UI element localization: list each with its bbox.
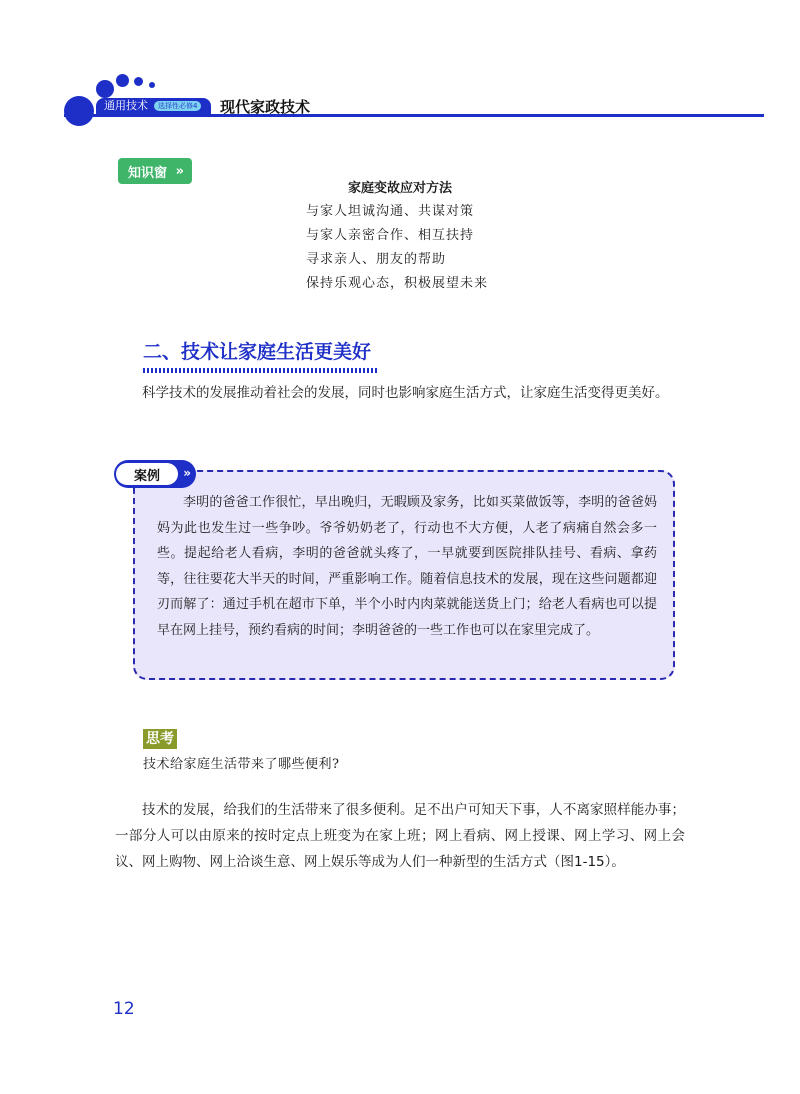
- header-dot-large: [64, 96, 94, 126]
- case-label: [114, 460, 196, 488]
- list-item: 与家人坦诚沟通、共谋对策: [306, 204, 475, 219]
- double-chevron-right-icon: »: [175, 163, 184, 179]
- header-dot-mini: [149, 82, 155, 88]
- header-series: 通用技术: [104, 99, 148, 112]
- header-dot-tiny: [134, 77, 143, 86]
- think-label: 思考: [143, 729, 177, 749]
- header-series-tab: [96, 98, 211, 114]
- knowledge-window-label-text: 知识窗: [128, 165, 168, 181]
- conclusion-paragraph: 技术的发展，给我们的生活带来了很多便利。足不出户可知天下事，人不离家照样能办事；一部分人可以由原来的按时定点上班变为在家上班；网上看病、网上授课、网上学习、网上会议、网上购物、网上洽谈生意、网上娱乐等成为人们一种新型的生活方式（图1-15）。: [115, 802, 685, 870]
- knowledge-window-title: 家庭变故应对方法: [347, 181, 452, 196]
- section-intro: 科学技术的发展推动着社会的发展，同时也影响家庭生活方式，让家庭生活变得更美好。: [142, 385, 669, 401]
- case-label-text: 案例: [116, 463, 178, 485]
- header-badge: 选择性必修4: [154, 101, 201, 111]
- list-item: 寻求亲人、朋友的帮助: [306, 252, 447, 267]
- header-book-title: 现代家政技术: [220, 98, 311, 116]
- section-heading: 二、技术让家庭生活更美好: [143, 341, 372, 363]
- double-chevron-right-icon: »: [183, 466, 191, 480]
- header-rule: [64, 114, 764, 117]
- list-item: 与家人亲密合作、相互扶持: [306, 228, 475, 243]
- case-text: 李明的爸爸工作很忙，早出晚归，无暇顾及家务，比如买菜做饭等，李明的爸爸妈妈为此也发生过一些争吵。爷爷奶奶老了，行动也不大方便，人老了病痛自然会多一些。提起给老人看病，李明的爸爸就头疼了，一早就要到医院排队挂号、看病、拿药等，往往要花大半天的时间，严重影响工作。随着信息技术的发展，现在这些问题都迎刃而解了：通过手机在超市下单，半个小时内肉菜就能送货上门；给老人看病也可以提早在网上挂号，预约看病的时间；李明爸爸的一些工作也可以在家里完成了。: [157, 495, 657, 638]
- header-dot-small: [116, 74, 129, 87]
- think-question: 技术给家庭生活带来了哪些便利?: [143, 757, 340, 772]
- header-dot-medium: [96, 80, 114, 98]
- list-item: 保持乐观心态，积极展望未来: [306, 276, 489, 291]
- section-heading-underline: [143, 368, 379, 373]
- knowledge-window-list: [306, 200, 488, 296]
- page-number: 12: [113, 999, 135, 1019]
